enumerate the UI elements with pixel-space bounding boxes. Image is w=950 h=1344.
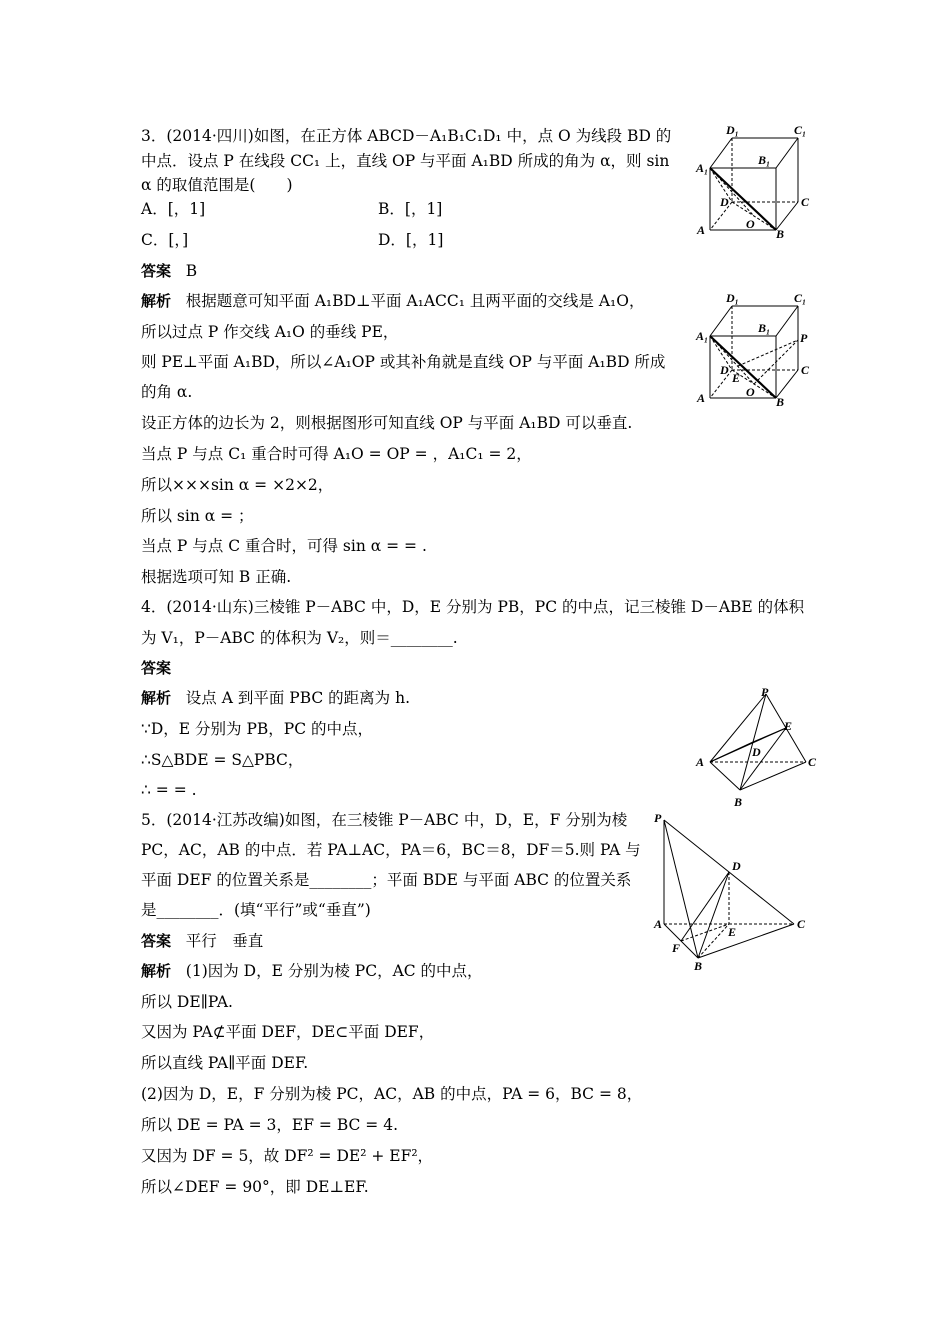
label-b: B (776, 227, 785, 241)
answer-label: 答案 (141, 262, 172, 280)
option-d: D．[，1] (378, 231, 444, 249)
label-e: E (732, 371, 741, 385)
analysis-5-line-4: 所以直线 PA∥平面 DEF. (141, 1054, 309, 1072)
label-d: D (720, 363, 729, 377)
label-p: P (761, 685, 769, 699)
label-d: D (732, 859, 741, 873)
analysis-label: 解析 (141, 689, 172, 707)
analysis-5-line-8: 所以∠DEF = 90°，即 DE⊥EF. (141, 1178, 369, 1196)
label-c: C (801, 195, 810, 209)
analysis-label: 解析 (141, 962, 172, 980)
analysis-4-line-4: ∴ = = . (141, 781, 197, 799)
label-f: F (672, 941, 681, 955)
cube-figure-1 (694, 120, 814, 244)
answer-4 (141, 657, 171, 679)
label-c1: C₁ (794, 291, 807, 305)
analysis-5-line-5: (2)因为 D，E，F 分别为棱 PC，AC，AB 的中点，PA = 6，BC = 8， (141, 1085, 643, 1103)
problem-3-line-2: 中点．设点 P 在线段 CC₁ 上，直线 OP 与平面 A₁BD 所成的角为 α，则 sin (141, 152, 670, 170)
problem-5-line-4: 是________．(填“平行”或“垂直”) (141, 901, 371, 919)
answer-label: 答案 (141, 659, 172, 677)
label-d1: D₁ (726, 123, 739, 137)
label-a: A (654, 917, 663, 931)
label-a: A (696, 755, 705, 769)
option-a: A．[，1] (141, 200, 206, 218)
label-c1: C₁ (794, 123, 807, 137)
label-p: P (800, 331, 808, 345)
label-d: D (720, 195, 729, 209)
label-a: A (697, 223, 706, 237)
analysis-3-line-6: 当点 P 与点 C₁ 重合时可得 A₁O = OP = ，A₁C₁ = 2， (141, 445, 532, 463)
label-e: E (784, 719, 793, 733)
analysis-5-line-3: 又因为 PA⊄平面 DEF，DE⊂平面 DEF， (141, 1023, 435, 1041)
label-a1: A₁ (696, 329, 709, 343)
label-p: P (654, 811, 662, 825)
analysis-3-line-5: 设正方体的边长为 2，则根据图形可知直线 OP 与平面 A₁BD 可以垂直. (141, 414, 633, 432)
label-b1: B₁ (758, 321, 771, 335)
label-c: C (808, 755, 817, 769)
analysis-5-line-2: 所以 DE∥PA. (141, 993, 233, 1011)
tetrahedron-figure-1 (690, 684, 820, 810)
analysis-3-line-7: 所以×××sin α = ×2×2， (141, 476, 334, 494)
problem-5-line-2: PC，AC，AB 的中点．若 PA⊥AC，PA＝6，BC＝8，DF＝5.则 PA 与 (141, 841, 641, 859)
analysis-5-line-1: 解析 (1)因为 D，E 分别为棱 PC，AC 的中点， (141, 962, 483, 980)
analysis-3-line-4: 的角 α. (141, 383, 193, 401)
label-d1: D₁ (726, 291, 739, 305)
option-c: C．[，] (141, 231, 189, 249)
problem-4-line-1: 4．(2014·山东)三棱锥 P－ABC 中，D，E 分别为 PB，PC 的中点，记三棱锥 D－ABE 的体积 (141, 598, 805, 616)
analysis-3-line-9: 当点 P 与点 C 重合时，可得 sin α = = . (141, 537, 427, 555)
analysis-4-line-3: ∴S△BDE = S△PBC， (141, 751, 304, 769)
cube-figure-2 (694, 288, 814, 412)
answer-5: 答案 平行 垂直 (141, 932, 264, 950)
label-c: C (801, 363, 810, 377)
analysis-5-line-7: 又因为 DF = 5，故 DF² = DE² + EF²， (141, 1147, 434, 1165)
label-d: D (752, 745, 761, 759)
label-a: A (697, 391, 706, 405)
label-o: O (746, 385, 755, 399)
analysis-5-line-6: 所以 DE = PA = 3，EF = BC = 4. (141, 1116, 398, 1134)
label-b: B (694, 959, 703, 970)
problem-4-line-2: 为 V₁，P－ABC 的体积为 V₂，则＝________. (141, 629, 458, 647)
label-o: O (746, 217, 755, 231)
answer-label: 答案 (141, 932, 172, 950)
problem-5-line-3: 平面 DEF 的位置关系是________；平面 BDE 与平面 ABC 的位置关系 (141, 871, 632, 889)
analysis-3-line-2: 所以过点 P 作交线 A₁O 的垂线 PE， (141, 323, 399, 341)
problem-5-line-1: 5．(2014·江苏改编)如图，在三棱锥 P－ABC 中，D，E，F 分别为棱 (141, 811, 628, 829)
analysis-4-line-2: ∵D，E 分别为 PB，PC 的中点， (141, 720, 373, 738)
analysis-3-line-3: 则 PE⊥平面 A₁BD，所以∠A₁OP 或其补角就是直线 OP 与平面 A₁BD 所成 (141, 353, 666, 371)
analysis-3-line-1: 解析 根据题意可知平面 A₁BD⊥平面 A₁ACC₁ 且两平面的交线是 A₁O， (141, 292, 645, 310)
analysis-3-line-10: 根据选项可知 B 正确. (141, 568, 292, 586)
label-b1: B₁ (758, 153, 771, 167)
analysis-4-line-1: 解析 设点 A 到平面 PBC 的距离为 h. (141, 689, 411, 707)
label-b: B (734, 795, 743, 809)
label-a1: A₁ (696, 161, 709, 175)
answer-3: 答案 B (141, 262, 198, 280)
label-c: C (797, 917, 806, 931)
label-b: B (776, 395, 785, 409)
label-e: E (728, 925, 737, 939)
analysis-3-line-8: 所以 sin α = ； (141, 507, 254, 525)
problem-3-line-3: α 的取值范围是( ) (141, 176, 293, 194)
option-b: B．[，1] (378, 200, 443, 218)
problem-3-line-1: 3．(2014·四川)如图，在正方体 ABCD－A₁B₁C₁D₁ 中，点 O 为线段 BD 的 (141, 127, 672, 145)
analysis-label: 解析 (141, 292, 172, 310)
tetrahedron-figure-2 (650, 810, 815, 970)
